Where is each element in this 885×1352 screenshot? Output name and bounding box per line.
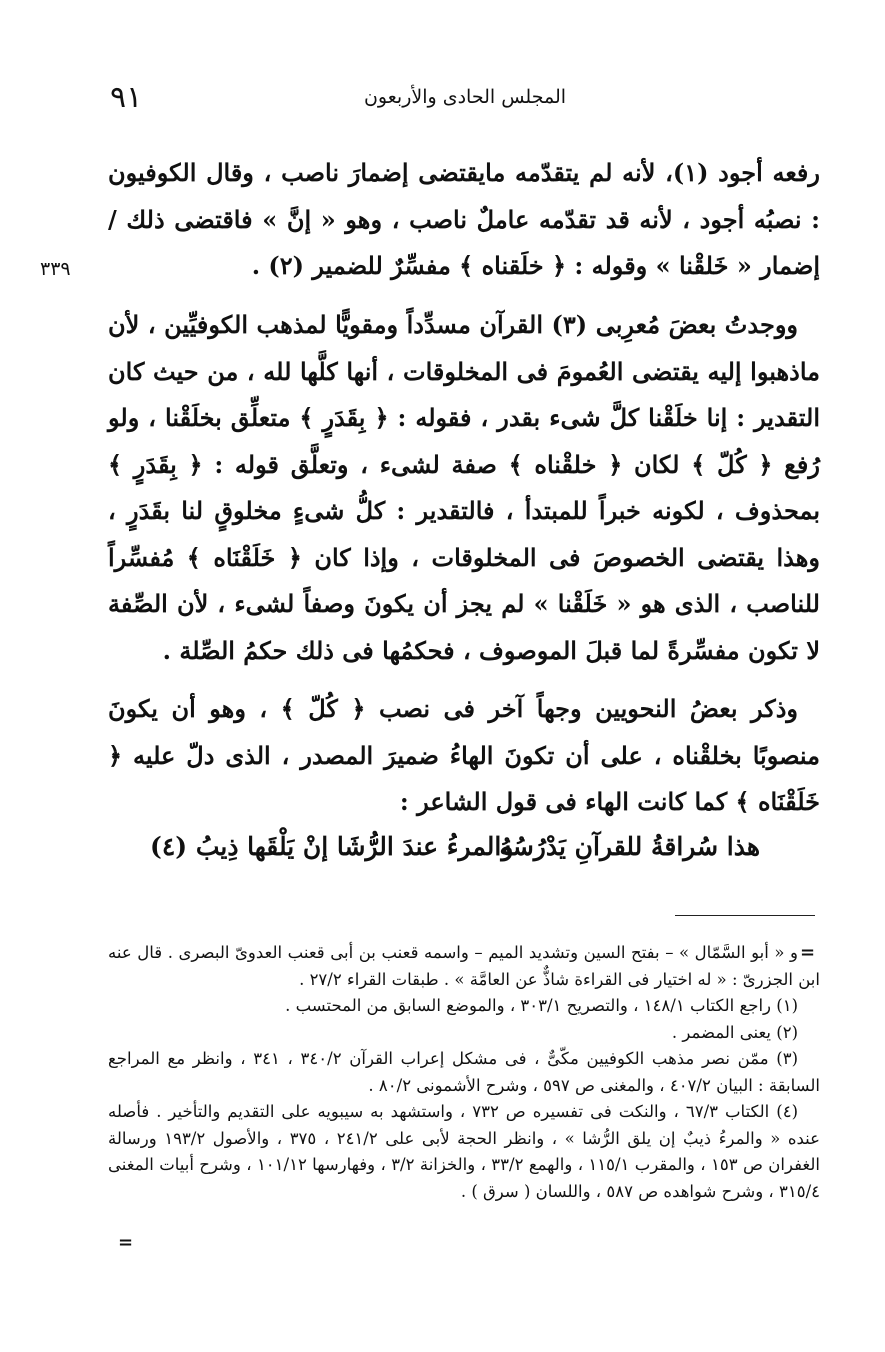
paragraph-2-text: ووجدتُ بعضَ مُعرِبى (٣) القرآن مسدِّداً ومقويًّا لمذهب الكوفيِّين ، لأن ماذهبوا إليه يقتضى العُمومَ فى المخلوقات ، أنها كلَّها لله ، من حيث كان التقدير : إنا خلَقْنا كلَّ شىء بقدر ، فقوله : ﴿ بِقَدَرٍ ﴾ متعلِّق بخلَقْنا ، ولو رُفع ﴿ كُلّ ﴾ لكان ﴿ خلقْناه ﴾ صفة لشىء ، وتعلَّق قوله : ﴿ بِقَدَرٍ ﴾ بمحذوف ، لكونه خبراً للمبتدأ ، فالتقدير : كلُّ شىءٍ مخلوقٍ لنا بقَدَرٍ ، وهذا يقتضى الخصوصَ فى المخلوقات ، وإذا كان ﴿ خَلَقْنَاه ﴾ مُفسِّراً للناصب ، الذى هو « خَلَقْنا » لم يجز أن يكونَ وصفاً لشىء ، لأن الصِّفة لا تكون مفسِّرةً لما قبلَ الموصوف ، فحكمُها فى ذلك حكمُ الصِّلة . — [108, 310, 820, 665]
footnote-2: (٢) يعنى المضمر . — [671, 1022, 798, 1042]
poetry-verse — [150, 832, 810, 882]
footnote-continuation: و « أبو السَّمّال » – بفتح السين وتشديد الميم – واسمه قعنب بن أبى قعنب العدوىّ البصرى . قال عنه ابن الجزرىّ : « له اختيار فى القراءة شاذٌّ عن العامَّة » . طبقات القراء ٢٧/٢ . — [108, 943, 820, 989]
verse-second-hemistich: والمرءُ عندَ الرُّشَا إنْ يَلْقَها ذِيبُ (٤) — [150, 832, 514, 861]
footnote-4: (٤) الكتاب ٦٧/٣ ، والنكت فى تفسيره ص ٧٣٢ ، واستشهد به سيبويه على التقديم والتأخير . فأصله عنده « والمرءُ ذيبٌ إن يلق الرُّشا » ، وانظر الحجة لأبى على ٢٤١/٢ ، ٣٧٥ ، والأصول ١٩٣/٢ ورسالة الغفران ص ١٥٣ ، والمقرب ١١٥/١ ، والهمع ٣٣/٢ ، والخزانة ٣/٢ ، وفهارسها ١٠١/١٢ ، وشرح أبيات المغنى ٣١٥/٤ ، وشرح شواهده ص ٥٨٧ ، واللسان ( سرق ) . — [108, 1102, 820, 1201]
footnote-divider — [675, 915, 815, 916]
paragraph-1-text: رفعه أجود (١)، لأنه لم يتقدّمه مايقتضى إضمارَ ناصب ، وقال الكوفيون : نصبُه أجود ، لأنه قد تقدّمه عاملٌ ناصب ، وهو « إنَّ » فاقتضى ذلك / إضمار « خَلقْنا » وقوله : ﴿ خلَقناه ﴾ مفسِّرٌ للضمير (٢) . — [108, 158, 820, 280]
page-number: ٩١ — [110, 80, 143, 115]
paragraph-1 — [108, 150, 820, 290]
footnote-1: (١) راجع الكتاب ١٤٨/١ ، والتصريح ٣٠٣/١ ، والموضع السابق من المحتسب . — [285, 996, 798, 1015]
end-continuation-marker: = — [118, 1232, 134, 1253]
running-title: المجلس الحادى والأربعون — [363, 86, 567, 108]
page-header — [110, 80, 820, 120]
margin-page-reference: ٣٣٩ — [40, 258, 71, 280]
verse-first-hemistich: هذا سُراقةُ للقرآنِ يَدْرُسُهُ — [499, 832, 760, 861]
paragraph-2 — [108, 302, 820, 674]
continuation-marker: = — [800, 942, 816, 963]
footnote-3: (٣) ممّن نصر مذهب الكوفيين مكّىٌّ ، فى مشكل إعراب القرآن ٣٤٠/٢ ، ٣٤١ ، وانظر مع المراجع السابقة : البيان ٤٠٧/٢ ، والمغنى ص ٥٩٧ ، وشرح الأشمونى ٨٠/٢ . — [108, 1049, 820, 1095]
paragraph-3-text: وذكر بعضُ النحويين وجهاً آخر فى نصب ﴿ كُلّ ﴾ ، وهو أن يكونَ منصوبًا بخلقْناه ، على أن تكونَ الهاءُ ضميرَ المصدر ، الذى دلّ عليه ﴿ خَلَقْنَاه ﴾ كما كانت الهاء فى قول الشاعر : — [108, 694, 820, 816]
paragraph-3 — [108, 686, 820, 826]
footnotes — [108, 940, 820, 1205]
